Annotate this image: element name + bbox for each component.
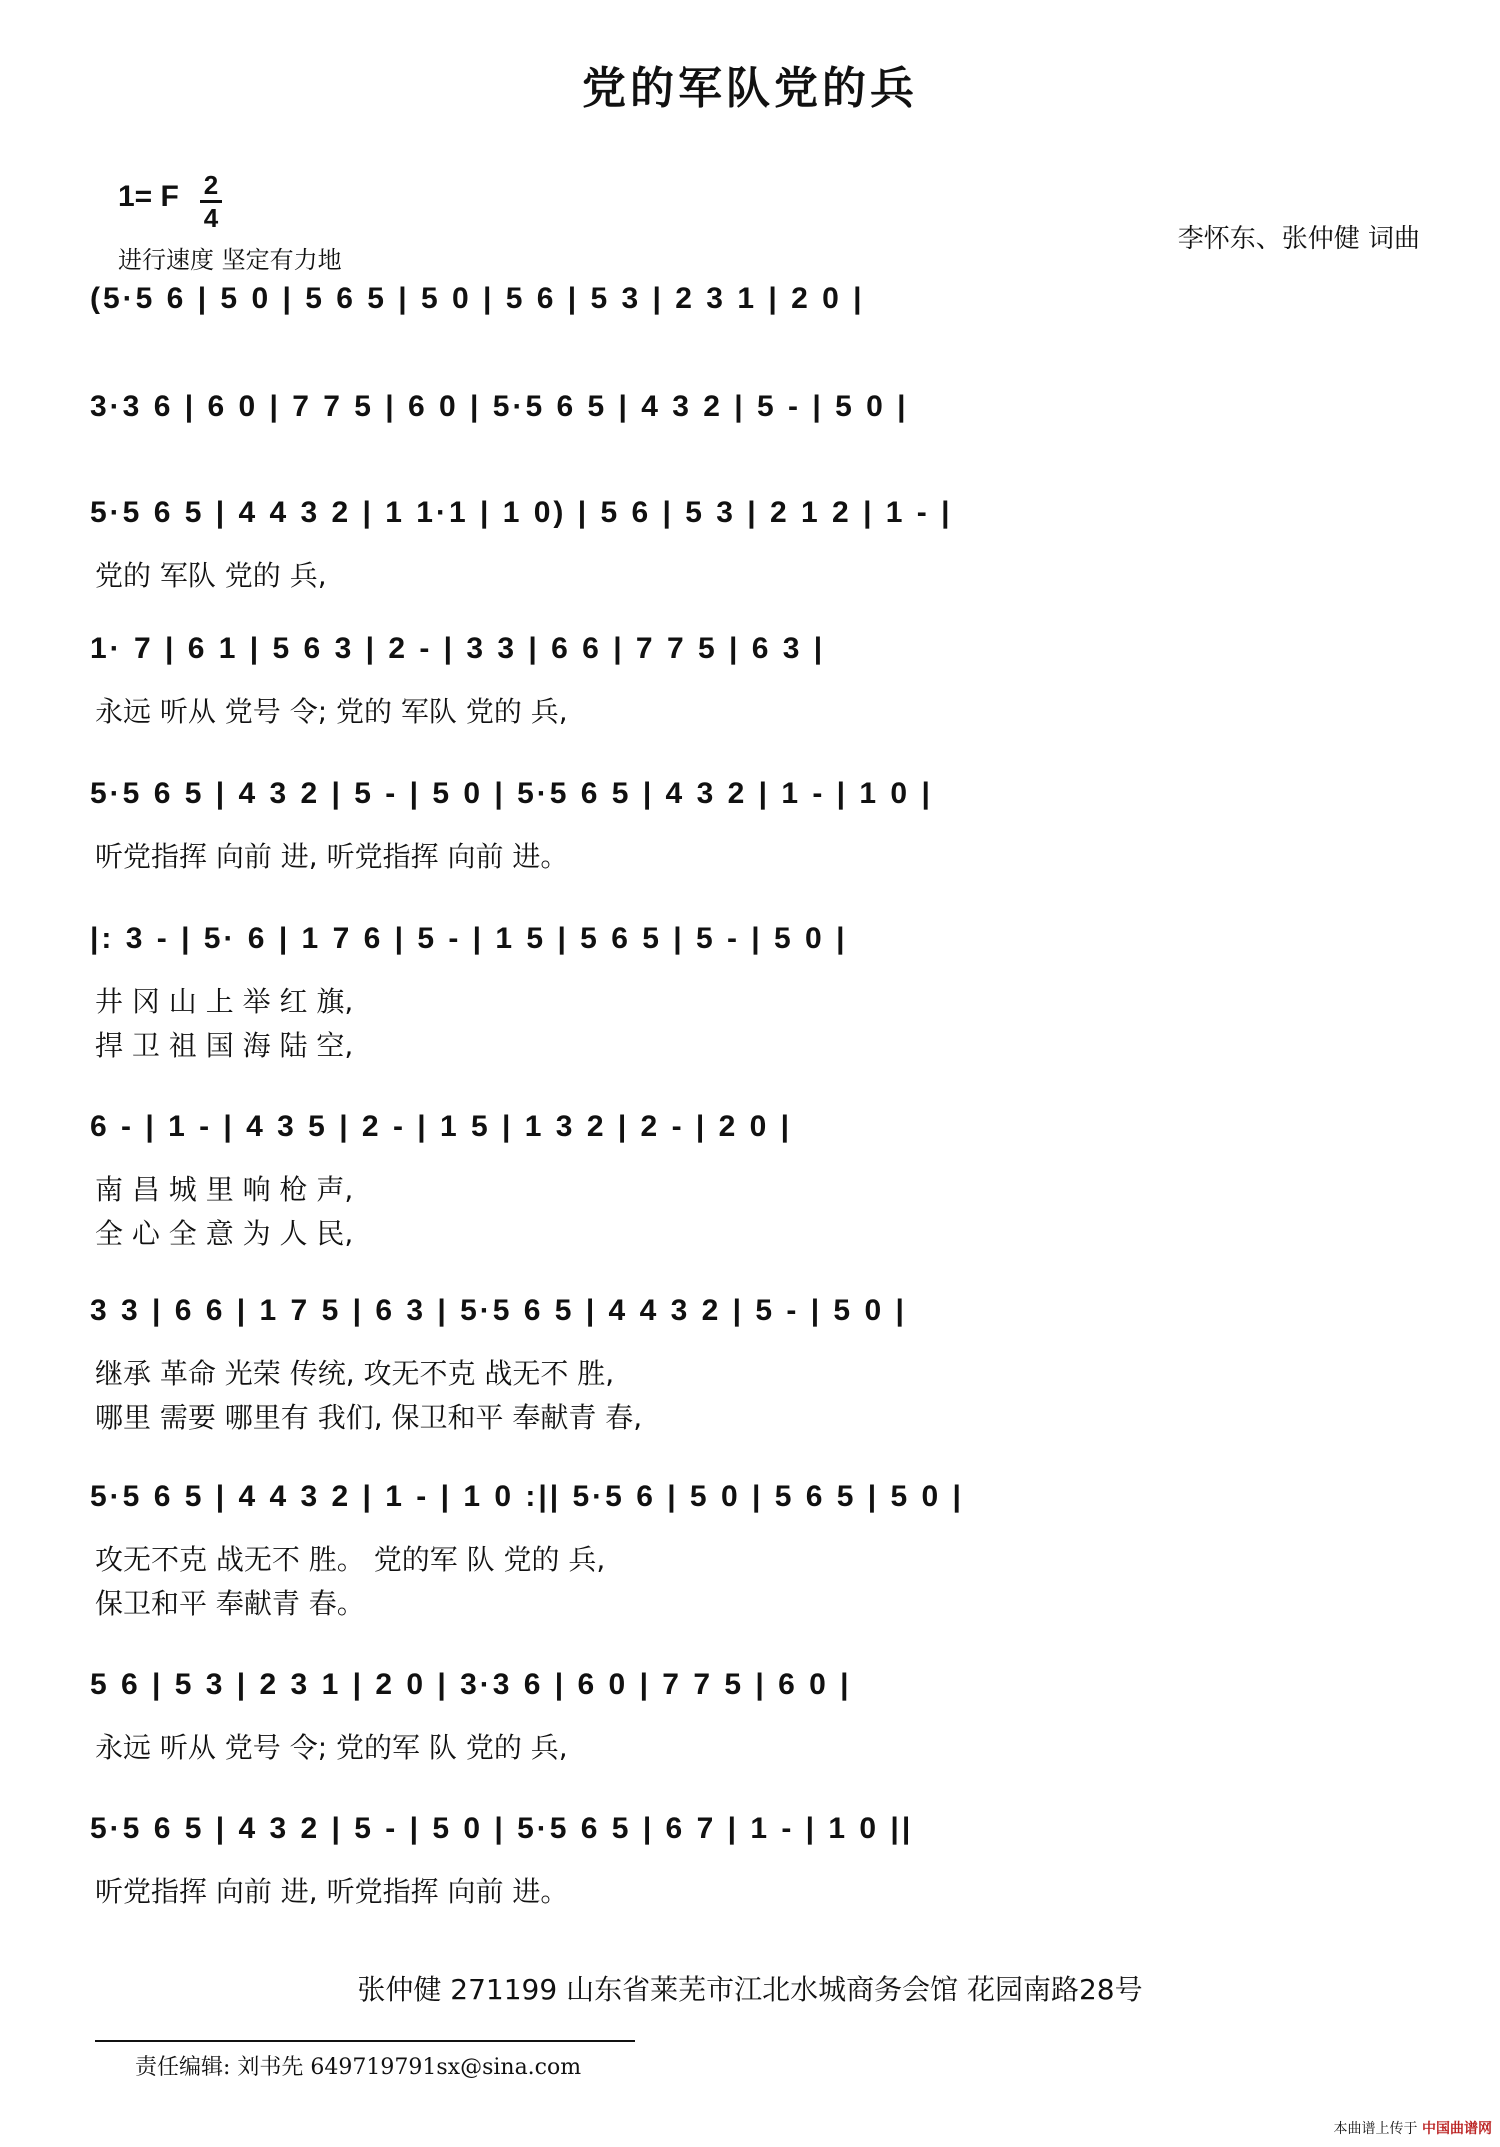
lyrics-line: 永远 听从 党号 令; 党的军 队 党的 兵, [95,1731,568,1764]
time-sig-top: 2 [203,170,219,200]
score-notes-line: 5·5 6 5 | 4 3 2 | 5 - | 5 0 | 5·5 6 5 | 6 7 | 1 - | 1 0 || [90,1812,914,1845]
lyrics-line: 捍 卫 祖 国 海 陆 空, [95,1029,354,1062]
uploader-credit [1334,2118,1492,2138]
lyrics-line: 井 冈 山 上 举 红 旗, [95,985,354,1018]
score-notes-line: |: 3 - | 5· 6 | 1 7 6 | 5 - | 1 5 | 5 6 5 | 5 - | 5 0 | [90,922,848,955]
score-notes-line: 5·5 6 5 | 4 4 3 2 | 1 - | 1 0 :|| 5·5 6 | 5 0 | 5 6 5 | 5 0 | [90,1480,964,1513]
score-notes-line: 6 - | 1 - | 4 3 5 | 2 - | 1 5 | 1 3 2 | 2 - | 2 0 | [90,1110,793,1143]
score-notes-line: 3 3 | 6 6 | 1 7 5 | 6 3 | 5·5 6 5 | 4 4 3 2 | 5 - | 5 0 | [90,1294,907,1327]
credit-line: 李怀东、张仲健 词曲 [1177,224,1420,254]
score-notes-line: 5·5 6 5 | 4 4 3 2 | 1 1·1 | 1 0) | 5 6 | 5 3 | 2 1 2 | 1 - | [90,496,953,529]
score-notes-line: 3·3 6 | 6 0 | 7 7 5 | 6 0 | 5·5 6 5 | 4 3 2 | 5 - | 5 0 | [90,390,909,423]
lyrics-line: 保卫和平 奉献青 春。 [95,1587,365,1620]
lyrics-line: 全 心 全 意 为 人 民, [95,1217,354,1250]
lyrics-line: 永远 听从 党号 令; 党的 军队 党的 兵, [95,695,568,728]
score-notes-line: 5·5 6 5 | 4 3 2 | 5 - | 5 0 | 5·5 6 5 | 4 3 2 | 1 - | 1 0 | [90,777,933,810]
page-title: 党的军队党的兵 [582,63,918,114]
time-sig-bottom: 4 [203,203,219,233]
editor-line: 责任编辑: 刘书先 649719791sx@sina.com [135,2055,582,2080]
uploader-label: 本曲谱上传于 [1333,2121,1418,2137]
lyrics-line: 攻无不克 战无不 胜。 党的军 队 党的 兵, [95,1543,606,1576]
lyrics-line: 听党指挥 向前 进, 听党指挥 向前 进。 [95,1875,569,1908]
key-signature: 1= F [118,180,179,213]
footer-address: 张仲健 271199 山东省莱芜市江北水城商务会馆 花园南路28号 [357,1973,1143,2006]
score-notes-line: 5 6 | 5 3 | 2 3 1 | 2 0 | 3·3 6 | 6 0 | 7 7 5 | 6 0 | [90,1668,852,1701]
score-notes-line: (5·5 6 | 5 0 | 5 6 5 | 5 0 | 5 6 | 5 3 | 2 3 1 | 2 0 | [90,282,865,315]
lyrics-line: 党的 军队 党的 兵, [95,559,327,592]
lyrics-line: 南 昌 城 里 响 枪 声, [95,1173,354,1206]
lyrics-line: 哪里 需要 哪里有 我们, 保卫和平 奉献青 春, [95,1401,643,1434]
uploader-site: 中国曲谱网 [1422,2121,1492,2137]
score-notes-line: 1· 7 | 6 1 | 5 6 3 | 2 - | 3 3 | 6 6 | 7 7 5 | 6 3 | [90,632,826,665]
time-signature [200,170,222,233]
footer-divider [95,2040,635,2042]
lyrics-line: 听党指挥 向前 进, 听党指挥 向前 进。 [95,840,569,873]
tempo-marking: 进行速度 坚定有力地 [118,246,342,274]
lyrics-line: 继承 革命 光荣 传统, 攻无不克 战无不 胜, [95,1357,615,1390]
